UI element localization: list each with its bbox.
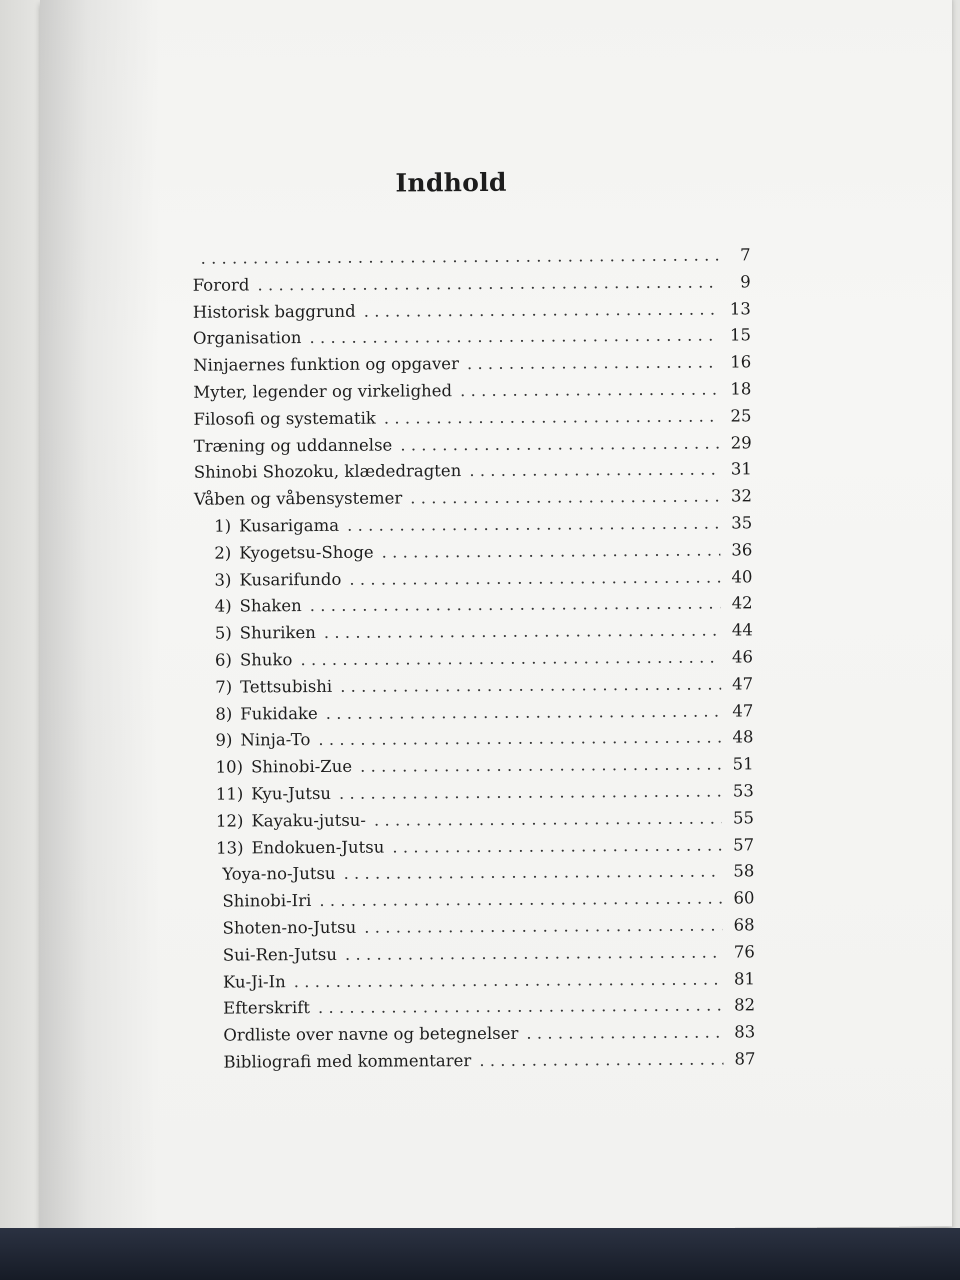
toc-entry-title: Organisation xyxy=(192,328,302,349)
toc-entry xyxy=(150,242,750,272)
toc-entry-title: Bibliografi med kommentarer xyxy=(223,1050,472,1072)
toc-entry xyxy=(151,296,751,326)
dot-leader xyxy=(326,698,722,727)
dot-leader xyxy=(347,510,720,539)
toc-entry-title: Shinobi-Zue xyxy=(251,756,353,777)
dot-leader xyxy=(300,644,721,673)
toc-entry xyxy=(154,885,754,915)
toc-entry-page-number: 81 xyxy=(733,968,756,988)
toc-entry-number: 2) xyxy=(214,543,232,563)
toc-entry-page-number: 36 xyxy=(731,540,753,560)
dot-leader xyxy=(200,243,718,273)
dot-leader xyxy=(364,296,719,325)
toc-entry-page-number: 82 xyxy=(734,995,756,1015)
toc-entry-page-number: 31 xyxy=(730,459,752,479)
dot-leader xyxy=(410,484,720,513)
toc-entry-page-number: 29 xyxy=(730,432,752,453)
toc-entry xyxy=(151,350,751,380)
toc-entry-page-number: 51 xyxy=(732,754,754,774)
dot-leader xyxy=(469,457,720,485)
toc-entry xyxy=(152,537,752,567)
toc-entry xyxy=(154,859,754,889)
toc-entry xyxy=(154,805,754,835)
toc-entry-number: 9) xyxy=(215,730,233,750)
toc-entry-page-number: 42 xyxy=(731,593,753,613)
toc-entry xyxy=(153,591,753,621)
toc-entry-number: 3) xyxy=(214,570,232,590)
spine-shadow xyxy=(40,0,160,1232)
dot-leader xyxy=(526,1020,723,1048)
toc-entry-page-number: 16 xyxy=(730,352,752,372)
toc-entry-page-number: 57 xyxy=(733,834,755,854)
toc-entry-title: Ku-Ji-In xyxy=(222,971,286,992)
dot-leader xyxy=(339,778,722,807)
toc-entry xyxy=(153,644,753,674)
toc-entry xyxy=(151,376,751,406)
dot-leader xyxy=(364,912,723,941)
toc-entry-page-number: 9 xyxy=(740,272,751,292)
toc-entry-title: Historisk baggrund xyxy=(192,301,356,322)
toc-entry-page-number: 48 xyxy=(732,727,754,747)
toc-entry-page-number: 44 xyxy=(731,620,753,640)
toc-entry-number: 4) xyxy=(214,596,232,616)
toc-entry xyxy=(152,484,752,514)
table-of-contents xyxy=(150,166,756,1076)
page-title: Indhold xyxy=(395,167,507,198)
dot-leader xyxy=(309,323,719,352)
toc-entry-title: Sui-Ren-Jutsu xyxy=(222,944,337,965)
toc-entry-title: Shoten-no-Jutsu xyxy=(222,917,357,938)
toc-entry xyxy=(155,993,755,1023)
toc-entry-title: Shuriken xyxy=(239,623,316,643)
toc-entry-title: Efterskrift xyxy=(223,998,310,1018)
toc-entry-number: 7) xyxy=(215,677,233,697)
toc-entry-title: Filosofi og systematik xyxy=(193,408,376,429)
toc-entry xyxy=(151,323,751,353)
toc-entry xyxy=(153,725,753,755)
toc-entry xyxy=(151,403,751,433)
toc-entry xyxy=(152,510,752,540)
dot-leader xyxy=(382,537,721,566)
toc-entry-title: Myter, legender og virkelighed xyxy=(193,381,453,402)
toc-entry xyxy=(155,966,755,996)
toc-entry-page-number: 46 xyxy=(731,647,754,667)
toc-entry-title: Forord xyxy=(192,275,250,295)
toc-entry-page-number: 76 xyxy=(733,942,755,962)
toc-entry xyxy=(152,430,752,460)
toc-entry-title: Kusarigama xyxy=(239,515,340,536)
toc-entry xyxy=(153,698,753,728)
toc-entry-title: Shinobi-Iri xyxy=(222,891,312,911)
dot-leader xyxy=(374,805,722,834)
dot-leader xyxy=(345,939,723,968)
toc-entry xyxy=(155,939,755,969)
toc-entry-number: 1) xyxy=(214,516,232,536)
toc-entry-page-number: 83 xyxy=(734,1022,756,1042)
toc-entry-page-number: 58 xyxy=(733,861,755,881)
toc-entry-title: Shaken xyxy=(239,596,302,616)
toc-entry xyxy=(153,671,753,701)
toc-entry-number: 8) xyxy=(215,704,233,724)
toc-entry-title: Shuko xyxy=(239,650,293,670)
toc-entry-title: Træning og uddannelse xyxy=(193,435,393,456)
toc-entry-title: Kyogetsu-Shoge xyxy=(239,542,374,563)
dot-leader xyxy=(294,966,723,995)
toc-entry xyxy=(155,1019,755,1049)
dot-leader xyxy=(257,269,718,299)
dot-leader xyxy=(340,671,721,700)
toc-entry xyxy=(153,617,753,647)
dot-leader xyxy=(392,832,722,861)
toc-entry-page-number: 35 xyxy=(731,513,753,533)
toc-entry-title: Yoya-no-Jutsu xyxy=(222,864,336,884)
toc-entry-page-number: 53 xyxy=(732,781,754,801)
toc-entry-page-number: 13 xyxy=(729,298,751,319)
toc-entry xyxy=(152,457,752,487)
toc-entry-title: Kusarifundo xyxy=(239,569,342,590)
toc-entry-page-number: 32 xyxy=(730,486,753,506)
toc-entry-number: 10) xyxy=(215,757,244,777)
toc-entry-page-number: 15 xyxy=(729,325,752,345)
toc-entry xyxy=(154,832,754,862)
toc-entry-page-number: 40 xyxy=(731,566,753,587)
toc-entry-page-number: 25 xyxy=(730,406,752,426)
toc-entry-title: Ordliste over navne og betegnelser xyxy=(223,1023,519,1045)
toc-entry-page-number: 87 xyxy=(734,1049,756,1069)
toc-entry-page-number: 60 xyxy=(733,888,755,908)
toc-entry-page-number: 55 xyxy=(732,808,755,828)
dot-leader xyxy=(324,618,721,647)
toc-entry-page-number: 7 xyxy=(739,245,751,265)
dot-leader xyxy=(479,1046,723,1074)
toc-entry-number: 6) xyxy=(214,650,232,670)
toc-entry xyxy=(155,1046,755,1076)
toc-entry-title: Kyu-Jutsu xyxy=(251,783,332,804)
toc-entry xyxy=(154,778,754,808)
toc-entry xyxy=(152,564,752,594)
dot-leader xyxy=(343,859,722,888)
toc-entry-title: Ninja-To xyxy=(240,730,311,750)
dot-leader xyxy=(400,430,720,459)
toc-entry-number: 12) xyxy=(215,811,244,831)
dot-leader xyxy=(349,564,720,593)
dot-leader xyxy=(319,886,722,915)
toc-entry-page-number: 47 xyxy=(732,674,754,694)
toc-entry-number: 5) xyxy=(214,623,232,643)
dot-leader xyxy=(310,591,721,620)
toc-entry xyxy=(154,751,754,781)
dot-leader xyxy=(318,993,723,1022)
toc-entry-title: Ninjaernes funktion og opgaver xyxy=(193,354,459,375)
dot-leader xyxy=(318,725,721,754)
toc-entry-title: Kayaku-jutsu- xyxy=(251,810,367,831)
toc-entry-title: Fukidake xyxy=(240,703,318,724)
toc-entry-title: Våben og våbensystemer xyxy=(193,488,403,509)
toc-list xyxy=(150,242,755,1076)
dot-leader xyxy=(460,377,719,405)
toc-entry-title: Tettsubishi xyxy=(240,676,333,697)
dot-leader xyxy=(467,350,719,378)
toc-entry xyxy=(151,269,751,299)
toc-entry xyxy=(155,912,755,942)
toc-entry-page-number: 47 xyxy=(732,700,754,720)
toc-entry-number: 13) xyxy=(216,837,244,858)
toc-entry-number: 11) xyxy=(215,784,244,804)
dot-leader xyxy=(360,752,722,781)
dot-leader xyxy=(384,403,720,432)
toc-entry-page-number: 68 xyxy=(733,915,755,935)
toc-entry-title: Endokuen-Jutsu xyxy=(251,837,385,857)
toc-entry-page-number: 18 xyxy=(730,379,752,399)
toc-entry-title: Shinobi Shozoku, klædedragten xyxy=(193,461,462,483)
desk-surface xyxy=(0,1228,960,1280)
